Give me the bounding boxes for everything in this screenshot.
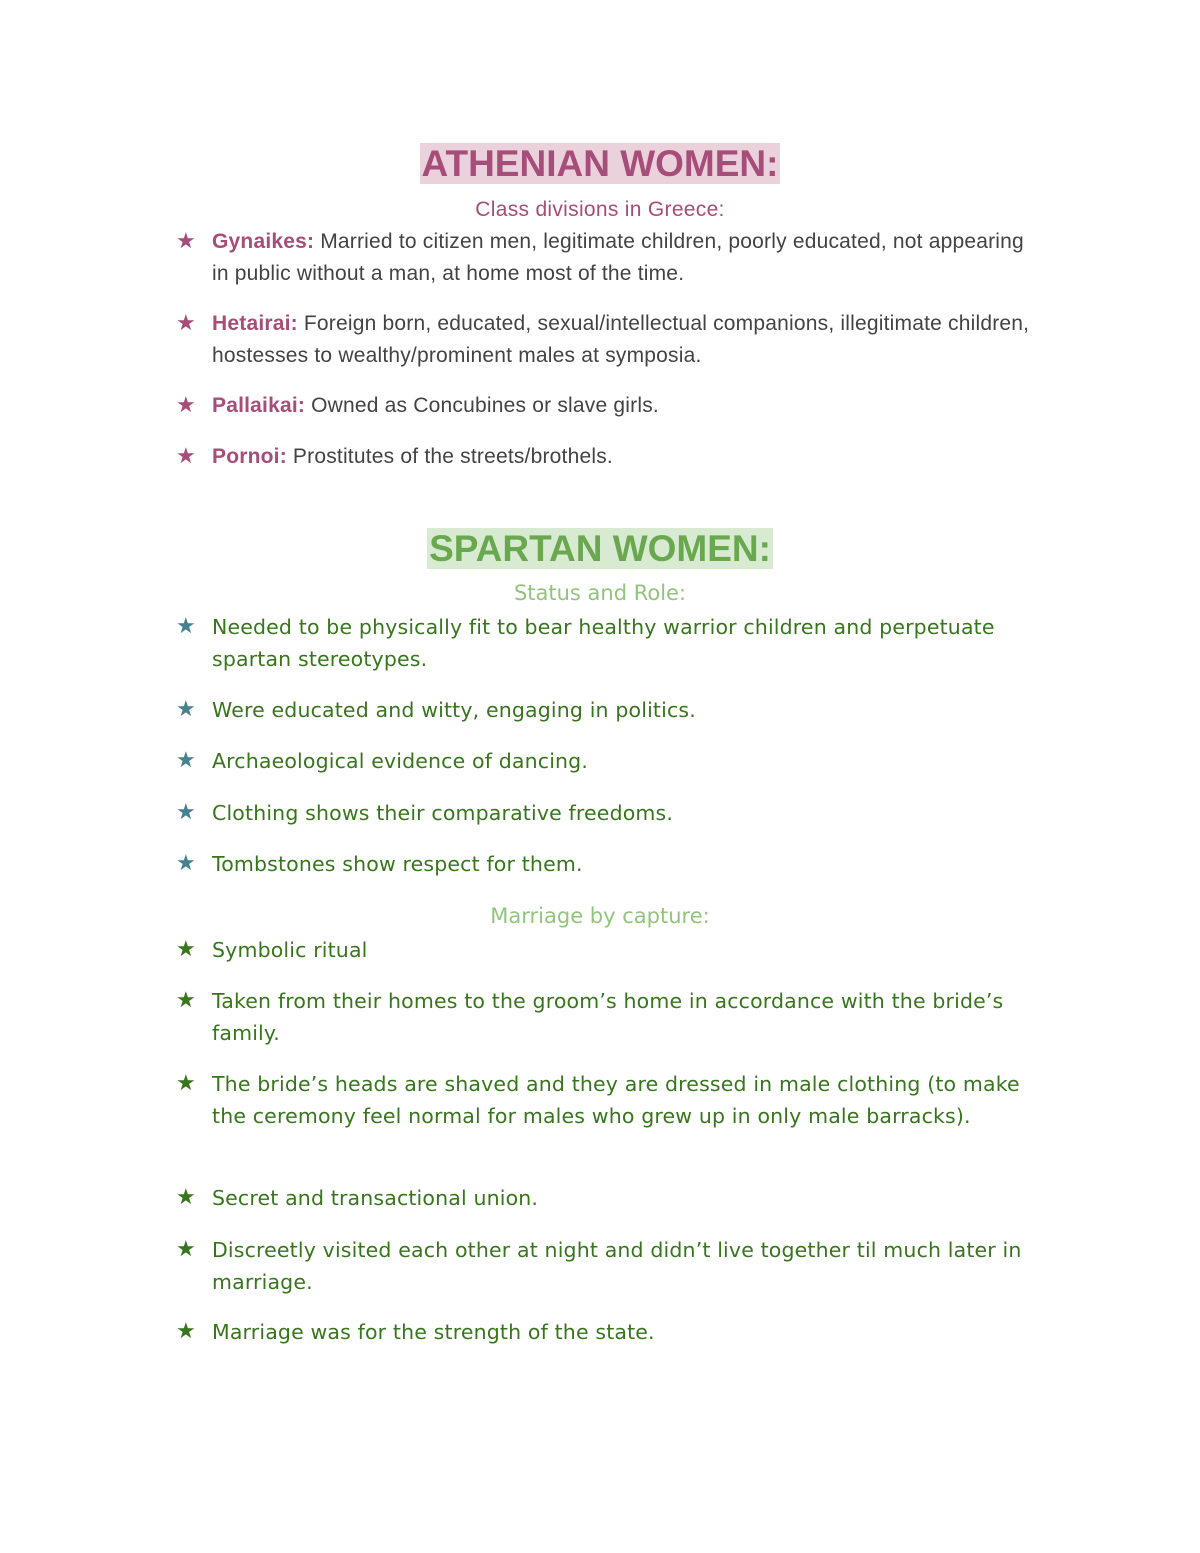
list-item-text: Needed to be physically fit to bear healthy warrior children and perpetuate spartan stereotypes. bbox=[212, 615, 995, 671]
list-item-text: Secret and transactional union. bbox=[212, 1186, 539, 1210]
list-item-text: Clothing shows their comparative freedoms. bbox=[212, 801, 674, 825]
list-item-text: Marriage was for the strength of the state. bbox=[212, 1320, 655, 1344]
class-description: Married to citizen men, legitimate children, poorly educated, not appearing in public without a man, at home most of the time. bbox=[212, 230, 1024, 285]
list-item bbox=[176, 308, 1046, 372]
list-item bbox=[176, 390, 1046, 422]
star-icon: ★ bbox=[176, 851, 196, 876]
list-item bbox=[176, 848, 1046, 880]
star-icon: ★ bbox=[176, 988, 196, 1013]
class-term: Gynaikes: bbox=[212, 230, 315, 253]
list-item bbox=[176, 1068, 1046, 1132]
list-item-text: Taken from their homes to the groom’s home in accordance with the bride’s family. bbox=[212, 989, 1004, 1045]
list-item-text: Archaeological evidence of dancing. bbox=[212, 749, 589, 773]
star-icon: ★ bbox=[176, 937, 196, 962]
star-icon: ★ bbox=[176, 748, 196, 773]
list-item bbox=[176, 797, 1046, 829]
class-description: Owned as Concubines or slave girls. bbox=[305, 394, 659, 417]
list-item-text: Were educated and witty, engaging in politics. bbox=[212, 698, 696, 722]
star-icon: ★ bbox=[176, 1185, 196, 1210]
list-item-text: Discreetly visited each other at night and didn’t live together til much later in marriage. bbox=[212, 1238, 1022, 1294]
list-item-text: Symbolic ritual bbox=[212, 938, 368, 962]
class-description: Prostitutes of the streets/brothels. bbox=[286, 445, 613, 468]
list-item bbox=[176, 745, 1046, 777]
list-item bbox=[176, 441, 1046, 473]
list-item bbox=[176, 985, 1046, 1049]
list-item bbox=[176, 611, 1046, 675]
star-icon: ★ bbox=[176, 1237, 196, 1262]
list-item bbox=[176, 1234, 1046, 1298]
athenian-subtitle: Class divisions in Greece: bbox=[475, 198, 725, 221]
status-role-subtitle: Status and Role: bbox=[513, 581, 687, 605]
spartan-title bbox=[0, 526, 1200, 572]
class-term: Hetairai: bbox=[212, 312, 298, 335]
star-icon: ★ bbox=[176, 800, 196, 825]
list-item bbox=[176, 226, 1046, 290]
list-item bbox=[176, 1182, 1046, 1214]
list-item-text: The bride’s heads are shaved and they are dressed in male clothing (to make the ceremony feel normal for males who grew up in only male barracks). bbox=[212, 1072, 1020, 1128]
star-icon: ★ bbox=[176, 229, 196, 254]
class-description: Foreign born, educated, sexual/intellectual companions, illegitimate children, hostesses to wealthy/prominent males at symposia. bbox=[212, 312, 1030, 367]
list-item bbox=[176, 1316, 1046, 1348]
spartan-title-text: SPARTAN WOMEN: bbox=[429, 528, 771, 569]
star-icon: ★ bbox=[176, 1071, 196, 1096]
list-item-text: Tombstones show respect for them. bbox=[212, 852, 583, 876]
star-icon: ★ bbox=[176, 1319, 196, 1344]
class-term: Pornoi: bbox=[212, 445, 287, 468]
list-item bbox=[176, 934, 1046, 966]
star-icon: ★ bbox=[176, 614, 196, 639]
star-icon: ★ bbox=[176, 697, 196, 722]
star-icon: ★ bbox=[176, 393, 196, 418]
class-term: Pallaikai: bbox=[212, 394, 306, 417]
athenian-title bbox=[0, 141, 1200, 187]
marriage-subtitle: Marriage by capture: bbox=[490, 904, 710, 928]
star-icon: ★ bbox=[176, 311, 196, 336]
athenian-title-text: ATHENIAN WOMEN: bbox=[421, 143, 779, 184]
star-icon: ★ bbox=[176, 444, 196, 469]
list-item bbox=[176, 694, 1046, 726]
